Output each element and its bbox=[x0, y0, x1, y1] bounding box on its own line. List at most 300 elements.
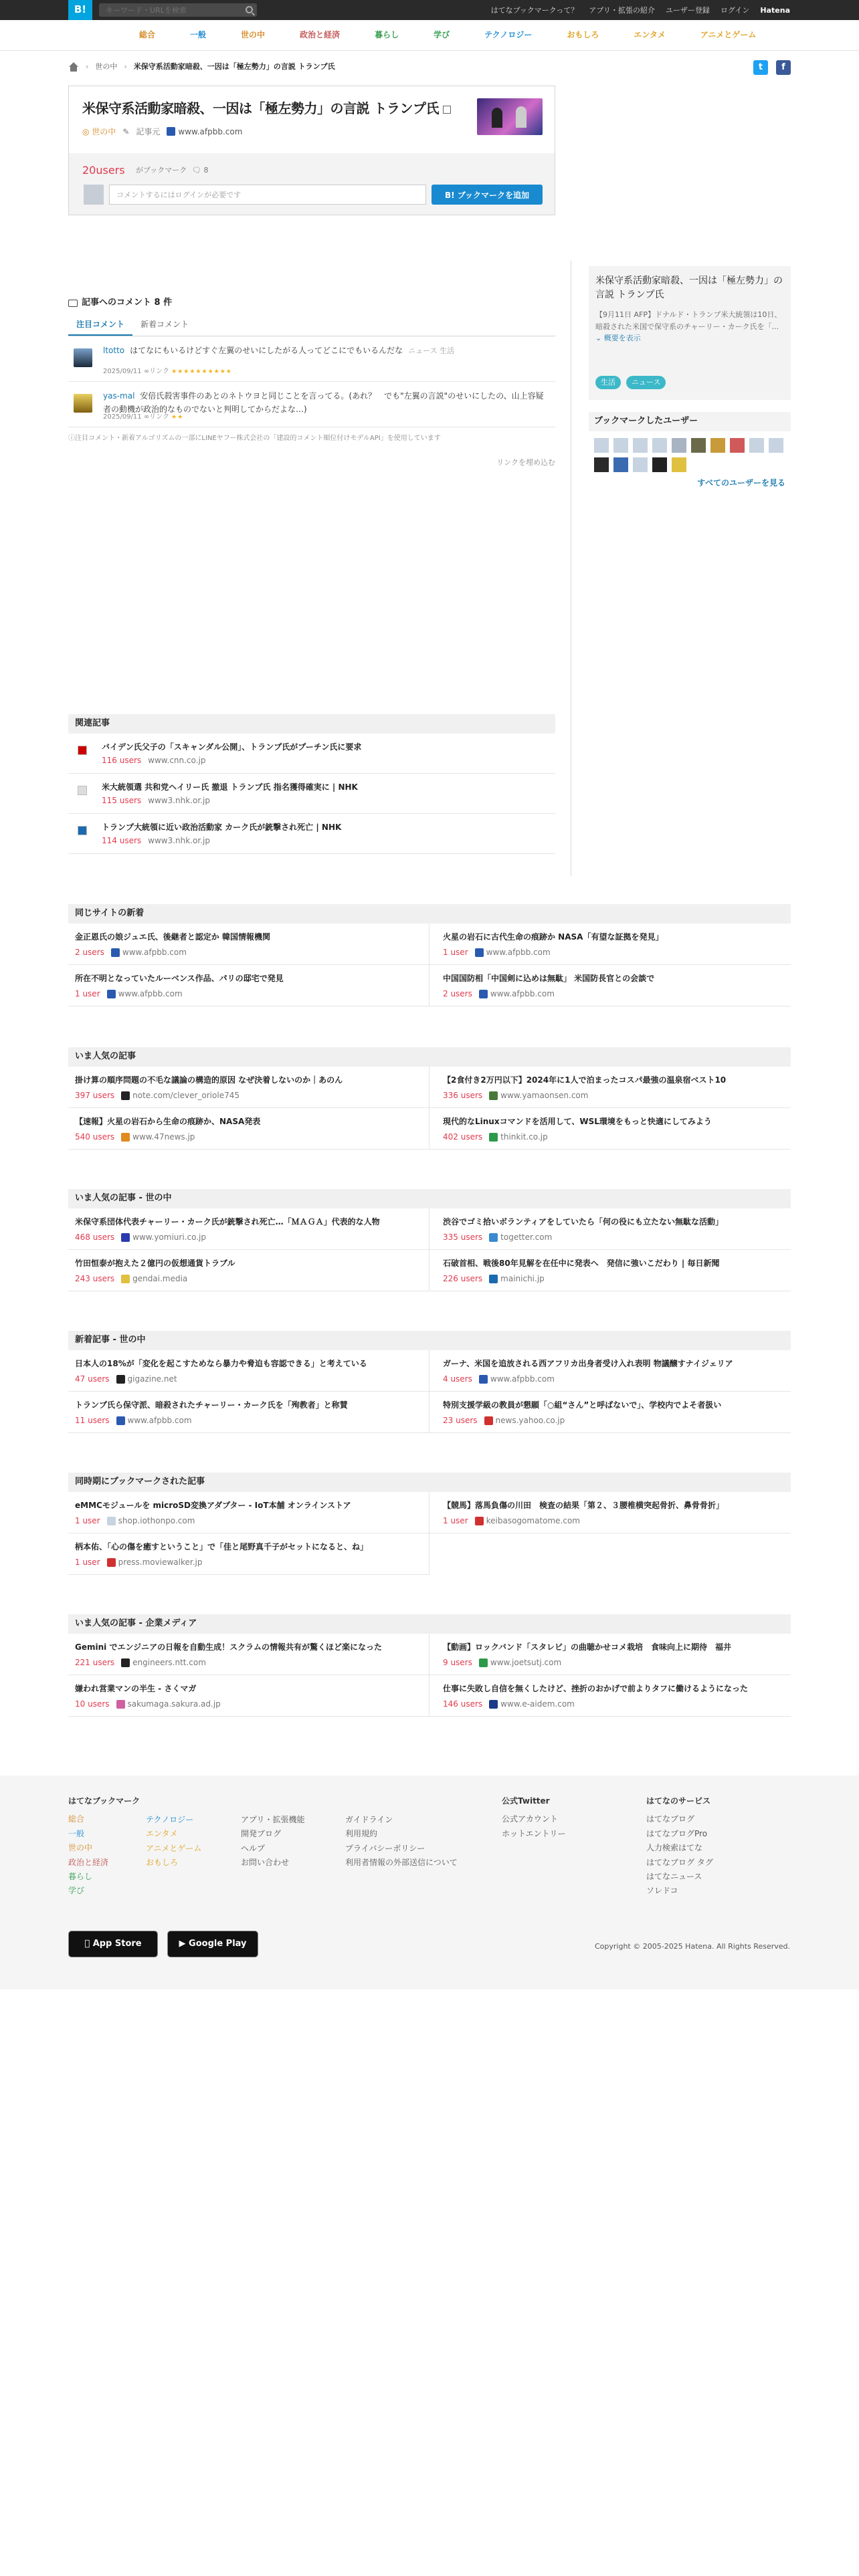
domain[interactable]: www3.nhk.or.jp bbox=[148, 795, 210, 805]
embed-link[interactable]: リンクを埋め込む bbox=[496, 457, 555, 467]
tab-new-comments[interactable]: 新着コメント bbox=[140, 319, 189, 329]
bookmark-user-avatar[interactable] bbox=[672, 438, 686, 453]
comment-tags[interactable]: ニュース 生活 bbox=[408, 346, 455, 356]
bookmark-user-avatar[interactable] bbox=[652, 457, 667, 472]
afpbb-favicon bbox=[167, 127, 175, 136]
article-title[interactable]: Gemini でエンジニアの日報を自動生成！スクラムの情報共有が驚くほど楽になった bbox=[75, 1642, 383, 1652]
site-favicon-icon bbox=[489, 1233, 498, 1242]
article-meta bbox=[443, 1232, 784, 1243]
article-item[interactable] bbox=[430, 1208, 791, 1250]
bookmark-user-avatar[interactable] bbox=[613, 438, 628, 453]
domain[interactable]: www.47news.jp bbox=[132, 1132, 195, 1142]
users-count[interactable]: 116 users bbox=[102, 755, 142, 765]
footer-link[interactable]: 利用者情報の外部送信について bbox=[345, 1858, 458, 1868]
domain[interactable]: www.cnn.co.jp bbox=[148, 755, 206, 765]
domain[interactable]: mainichi.jp bbox=[500, 1274, 545, 1284]
article-title[interactable]: トランプ氏ら保守派、暗殺されたチャーリー・カーク氏を「殉教者」と称賛 bbox=[75, 1400, 348, 1410]
article-meta bbox=[443, 1699, 784, 1710]
domain[interactable]: news.yahoo.co.jp bbox=[495, 1416, 565, 1426]
about-link[interactable]: はてなブックマークって？ bbox=[490, 6, 579, 15]
footer-link[interactable]: ヘルプ bbox=[241, 1843, 266, 1853]
users-count[interactable]: 468 users bbox=[75, 1232, 115, 1243]
users-count[interactable]: 146 users bbox=[443, 1699, 483, 1709]
article-item[interactable] bbox=[430, 1067, 791, 1108]
article-item[interactable] bbox=[430, 1108, 791, 1150]
domain[interactable]: thinkit.co.jp bbox=[500, 1132, 548, 1142]
commenter-avatar[interactable] bbox=[74, 348, 92, 367]
related-item[interactable] bbox=[68, 774, 555, 814]
home-icon[interactable] bbox=[68, 62, 79, 72]
footer-link[interactable]: エンタメ bbox=[146, 1829, 178, 1839]
users-count[interactable]: 10 users bbox=[75, 1699, 110, 1709]
related-articles bbox=[68, 714, 555, 854]
domain[interactable]: shop.iothonpo.com bbox=[118, 1516, 195, 1526]
site-favicon-icon bbox=[78, 746, 87, 755]
domain[interactable]: gigazine.net bbox=[127, 1374, 177, 1384]
apps-link[interactable]: アプリ・拡張の紹介 bbox=[589, 6, 655, 15]
footer-link[interactable]: アニメとゲーム bbox=[146, 1843, 202, 1853]
search-icon[interactable] bbox=[246, 6, 253, 13]
domain[interactable]: gendai.media bbox=[132, 1274, 188, 1284]
article-title[interactable]: 現代的なLinuxコマンドを活用して、WSL環境をもっと快適にしてみよう bbox=[443, 1116, 712, 1126]
article-item[interactable] bbox=[68, 965, 430, 1006]
comment-tabs bbox=[68, 316, 555, 336]
bookmark-user-avatar[interactable] bbox=[594, 438, 609, 453]
comment-link[interactable]: リンク bbox=[149, 413, 169, 421]
user-avatar bbox=[84, 185, 104, 205]
article-title[interactable]: 所在不明となっていたルーベンス作品、パリの邸宅で発見 bbox=[75, 973, 284, 983]
footer-link[interactable]: 利用規約 bbox=[345, 1829, 378, 1839]
article-meta bbox=[443, 1374, 784, 1385]
comment-date[interactable]: 2025/09/11 bbox=[103, 368, 142, 376]
domain[interactable]: www.e-aidem.com bbox=[500, 1699, 575, 1709]
domain[interactable]: www.afpbb.com bbox=[490, 1374, 555, 1384]
footer-link[interactable]: はてなニュース bbox=[646, 1871, 702, 1881]
entry-thumbnail[interactable] bbox=[477, 98, 543, 135]
site-favicon-icon bbox=[78, 826, 87, 835]
star-icons[interactable]: ★★ bbox=[171, 414, 184, 421]
add-bookmark-button[interactable]: B! ブックマークを追加 bbox=[432, 185, 543, 205]
article-title[interactable]: 【動画】ロックバンド「スタレビ」の曲聴かせコメ栽培 食味向上に期待 福井 bbox=[443, 1642, 732, 1652]
category-tab[interactable]: 政治と経済 bbox=[300, 30, 341, 39]
all-users-link[interactable]: すべてのユーザーを見る bbox=[697, 477, 785, 488]
summary-description: 【9月11日 AFP】ドナルド・トランプ米大統領は10日、暗殺された米国で保守系のチャーリー・カーク氏を「... ⌄ 概要を表示 bbox=[595, 310, 782, 343]
footer-link[interactable]: 公式アカウント bbox=[502, 1814, 558, 1824]
star-icons[interactable]: ★★★★★★★★★★ bbox=[171, 368, 232, 376]
search-box bbox=[99, 3, 257, 17]
tab-popular-comments[interactable]: 注目コメント bbox=[68, 316, 132, 336]
site-favicon-icon bbox=[107, 1517, 116, 1525]
users-count[interactable]: 114 users bbox=[102, 835, 142, 845]
domain[interactable]: www.yomiuri.co.jp bbox=[132, 1232, 206, 1243]
site-favicon-icon bbox=[116, 1700, 125, 1709]
article-item[interactable] bbox=[68, 1108, 430, 1150]
related-meta bbox=[102, 795, 210, 807]
article-item[interactable] bbox=[430, 924, 791, 965]
users-count[interactable]: 402 users bbox=[443, 1132, 483, 1142]
source-domain[interactable]: www.afpbb.com bbox=[167, 126, 242, 138]
footer-link[interactable]: 政治と経済 bbox=[68, 1857, 109, 1867]
domain[interactable]: www.afpbb.com bbox=[122, 948, 187, 958]
article-meta bbox=[75, 1232, 415, 1243]
category-tab[interactable]: アニメとゲーム bbox=[700, 30, 757, 39]
bookmark-user-avatar[interactable] bbox=[633, 438, 648, 453]
footer-link[interactable]: テクノロジー bbox=[146, 1815, 194, 1824]
site-favicon-icon bbox=[107, 1558, 116, 1567]
article-item[interactable] bbox=[68, 1250, 430, 1291]
global-header bbox=[0, 0, 859, 20]
signup-link[interactable]: ユーザー登録 bbox=[665, 6, 710, 15]
article-meta bbox=[75, 1273, 415, 1285]
breadcrumb-title: 米保守系活動家暗殺、一因は「極左勢力」の言説 トランプ氏 bbox=[133, 62, 335, 71]
domain[interactable]: note.com/clever_oriole745 bbox=[132, 1091, 240, 1101]
related-item[interactable] bbox=[68, 814, 555, 854]
article-title[interactable]: 中国国防相「中国剣に込めは無駄」 米国防長官との会談で bbox=[443, 973, 655, 983]
article-grid bbox=[68, 1067, 791, 1150]
article-item[interactable] bbox=[68, 1675, 430, 1717]
article-title[interactable]: 米保守系団体代表チャーリー・カーク氏が銃撃され死亡…「ＭＡＧＡ」代表的な人物 bbox=[75, 1216, 380, 1226]
users-count[interactable]: 1 user bbox=[75, 1558, 100, 1568]
site-favicon-icon bbox=[111, 948, 120, 957]
hatena-logo[interactable]: Hatena bbox=[760, 6, 790, 15]
tag[interactable]: 生活 bbox=[595, 376, 621, 389]
footer-col-services bbox=[646, 1796, 713, 1900]
comment-bubble-icon bbox=[68, 300, 78, 307]
commenter-avatar[interactable] bbox=[74, 394, 92, 413]
footer-link[interactable]: 学び bbox=[68, 1886, 85, 1896]
entry-title[interactable] bbox=[82, 99, 457, 118]
bookmark-area bbox=[69, 153, 555, 215]
section-heading: 新着記事 - 世の中 bbox=[68, 1331, 791, 1350]
article-meta bbox=[75, 1699, 415, 1710]
footer-link[interactable]: はてなブログPro bbox=[646, 1828, 708, 1838]
comment-link[interactable]: リンク bbox=[149, 368, 169, 376]
users-count[interactable]: 2 users bbox=[443, 989, 472, 999]
article-item[interactable] bbox=[430, 1392, 791, 1433]
article-title[interactable]: 竹田恒泰が抱えた２億円の仮想通貨トラブル bbox=[75, 1258, 235, 1268]
category-tab[interactable]: 暮らし bbox=[375, 30, 399, 39]
article-title[interactable]: 【競馬】落馬負傷の川田 検査の結果「第２、３腰椎横突起骨折、鼻骨骨折」 bbox=[443, 1500, 725, 1510]
site-favicon-icon bbox=[489, 1091, 498, 1100]
article-grid bbox=[68, 924, 791, 1006]
footer-link[interactable]: 開発ブログ bbox=[241, 1829, 282, 1839]
domain[interactable]: press.moviewalker.jp bbox=[118, 1558, 203, 1568]
category-tab[interactable]: エンタメ bbox=[634, 30, 666, 39]
related-meta bbox=[102, 755, 205, 766]
users-count[interactable]: 1 user bbox=[75, 1516, 100, 1526]
article-item[interactable] bbox=[68, 1067, 430, 1108]
summary-title: 米保守系活動家暗殺、一因は「極左勢力」の言説 トランプ氏 bbox=[595, 276, 783, 300]
site-favicon-icon bbox=[107, 990, 116, 998]
bookmark-user-avatar[interactable] bbox=[769, 438, 783, 453]
article-item[interactable] bbox=[68, 1634, 430, 1675]
footer-col-categories bbox=[146, 1814, 201, 1872]
section-heading: 同時期にブックマークされた記事 bbox=[68, 1473, 791, 1492]
users-count[interactable]: 11 users bbox=[75, 1416, 110, 1426]
comment-algorithm-note: ⓘ注目コメント・新着アルゴリズムの一部にLINEヤフー株式会社の「建設的コメント順位付けモデルAPI」を使用しています bbox=[68, 435, 441, 443]
related-item[interactable] bbox=[68, 734, 555, 774]
users-count[interactable]: 4 users bbox=[443, 1374, 472, 1384]
google-play-badge[interactable]: ▶ Google Play bbox=[167, 1931, 258, 1957]
article-meta bbox=[75, 1515, 415, 1527]
comment-input[interactable]: コメントするにはログインが必要です bbox=[109, 185, 426, 205]
article-meta bbox=[443, 1273, 784, 1285]
article-title[interactable]: 渋谷でゴミ拾いボランティアをしていたら「何の役にも立たない無駄な活動」 bbox=[443, 1216, 724, 1226]
site-favicon-icon bbox=[121, 1133, 130, 1142]
category-label[interactable]: ◎ 世の中 bbox=[82, 127, 116, 136]
article-meta bbox=[75, 947, 415, 958]
article-section bbox=[68, 1331, 791, 1433]
show-summary-link[interactable]: ⌄ 概要を表示 bbox=[595, 334, 641, 343]
search-input[interactable] bbox=[99, 3, 240, 17]
site-favicon-icon bbox=[121, 1275, 130, 1283]
bookmark-user-avatar[interactable] bbox=[710, 438, 725, 453]
article-meta bbox=[443, 947, 784, 958]
login-link[interactable]: ログイン bbox=[720, 6, 750, 15]
footer-link[interactable]: おもしろ bbox=[146, 1858, 179, 1868]
article-title[interactable]: ガーナ、米国を追放される西アフリカ出身者受け入れ表明 物議醸すナイジェリア bbox=[443, 1358, 733, 1368]
summary-sidebar bbox=[589, 266, 791, 400]
comment-date[interactable]: 2025/09/11 bbox=[103, 413, 142, 421]
bookmark-user-avatar[interactable] bbox=[594, 457, 609, 472]
comment-item bbox=[68, 382, 555, 427]
users-count[interactable]: 115 users bbox=[102, 795, 142, 805]
footer-heading: はてなのサービス bbox=[646, 1796, 711, 1806]
article-title[interactable]: 金正恩氏の娘ジュエ氏、後継者と認定か 韓国情報機関 bbox=[75, 932, 270, 942]
article-meta bbox=[75, 1657, 415, 1669]
tag-list bbox=[595, 376, 666, 389]
section-heading: いま人気の記事 - 世の中 bbox=[68, 1189, 791, 1208]
comment-body bbox=[103, 344, 545, 358]
bookmark-user-avatar[interactable] bbox=[672, 457, 686, 472]
footer-link[interactable]: 人力検索はてな bbox=[646, 1843, 703, 1853]
article-title[interactable]: 掛け算の順序問題の不毛な議論の構造的原因 なぜ決着しないのか｜あのん bbox=[75, 1075, 343, 1085]
article-item[interactable] bbox=[68, 1208, 430, 1250]
article-item[interactable] bbox=[68, 1533, 430, 1575]
article-item[interactable] bbox=[430, 1350, 791, 1392]
article-title[interactable]: 石破首相、戦後80年見解を在任中に発表へ 発信に強いこだわり | 毎日新聞 bbox=[443, 1258, 720, 1268]
user-avatar-grid bbox=[589, 431, 791, 472]
bookmark-users bbox=[589, 412, 791, 489]
entry-meta bbox=[82, 126, 242, 138]
users-count[interactable]: 221 users bbox=[75, 1658, 115, 1668]
bookmark-users-heading: ブックマークしたユーザー bbox=[589, 412, 791, 431]
article-meta bbox=[75, 1132, 415, 1143]
article-title[interactable]: 仕事に失敗し自信を無くしたけど、挫折のおかげで前よりタフに働けるようになった bbox=[443, 1683, 749, 1693]
article-item[interactable] bbox=[430, 965, 791, 1006]
bookmark-user-avatar[interactable] bbox=[633, 457, 648, 472]
users-count[interactable]: 1 user bbox=[443, 1516, 468, 1526]
article-grid bbox=[68, 1208, 791, 1291]
article-meta bbox=[75, 1090, 415, 1101]
article-section bbox=[68, 1047, 791, 1150]
article-title[interactable]: 【速報】火星の岩石から生命の痕跡か、NASA発表 bbox=[75, 1116, 261, 1126]
bookmark-label: がブックマーク bbox=[136, 166, 187, 175]
source-label: 記事元 bbox=[136, 127, 161, 136]
copyright: Copyright © 2005-2025 Hatena. All Rights Reserved. bbox=[594, 1942, 790, 1951]
article-title[interactable]: 火星の岩石に古代生命の痕跡か NASA「有望な証拠を発見」 bbox=[443, 932, 664, 942]
article-meta bbox=[443, 1657, 784, 1669]
article-section bbox=[68, 1189, 791, 1291]
footer-link[interactable]: ソレドコ bbox=[646, 1886, 678, 1896]
section-heading: いま人気の記事 bbox=[68, 1047, 791, 1067]
footer-col-bookmark bbox=[68, 1796, 140, 1900]
related-title[interactable]: バイデン氏父子の「スキャンダル公開」、トランプ氏がプーチン氏に要求 bbox=[102, 742, 362, 752]
article-meta bbox=[75, 1557, 415, 1568]
users-count[interactable]: 47 users bbox=[75, 1374, 110, 1384]
twitter-share-button[interactable]: t bbox=[753, 60, 768, 75]
bookmark-user-avatar[interactable] bbox=[730, 438, 745, 453]
site-favicon-icon bbox=[121, 1233, 130, 1242]
hatena-bookmark-logo[interactable]: B! bbox=[68, 0, 92, 20]
site-favicon-icon bbox=[116, 1416, 125, 1425]
article-title[interactable]: 柄本佑、「心の傷を癒すということ」で「佳と尾野真千子がセットになると、ね」 bbox=[75, 1541, 369, 1551]
breadcrumb-category[interactable]: 世の中 bbox=[95, 62, 118, 71]
site-favicon-icon bbox=[475, 948, 484, 957]
site-favicon-icon bbox=[489, 1133, 498, 1142]
section-heading: 同じサイトの新着 bbox=[68, 904, 791, 924]
footer-link[interactable]: はてなブログ タグ bbox=[646, 1857, 713, 1867]
domain[interactable]: keibasogomatome.com bbox=[486, 1516, 580, 1526]
domain[interactable]: www.afpbb.com bbox=[118, 989, 183, 999]
footer-link[interactable]: プライバシーポリシー bbox=[345, 1843, 425, 1853]
domain[interactable]: www.afpbb.com bbox=[486, 948, 551, 958]
article-title[interactable]: eMMCモジュールを microSD変換アダプター - IoT本舗 オンラインストア bbox=[75, 1500, 351, 1510]
domain[interactable]: www.joetsutj.com bbox=[490, 1658, 562, 1668]
bookmark-user-avatar[interactable] bbox=[749, 438, 764, 453]
footer-col-apps bbox=[241, 1814, 305, 1872]
users-count[interactable]: 23 users bbox=[443, 1416, 478, 1426]
tag[interactable]: ニュース bbox=[626, 376, 666, 389]
summary-box bbox=[589, 266, 791, 400]
users-count[interactable]: 9 users bbox=[443, 1658, 472, 1668]
footer-link[interactable]: お問い合わせ bbox=[241, 1858, 290, 1868]
breadcrumb-separator: › bbox=[86, 62, 89, 71]
article-section bbox=[68, 1473, 791, 1575]
site-favicon-icon bbox=[475, 1517, 484, 1525]
domain[interactable]: sakumaga.sakura.ad.jp bbox=[127, 1699, 221, 1709]
bookmark-user-avatar[interactable] bbox=[691, 438, 706, 453]
comments-section bbox=[68, 297, 555, 468]
article-item[interactable] bbox=[430, 1250, 791, 1291]
entry-title-text[interactable]: 米保守系活動家暗殺、一因は「極左勢力」の言説 トランプ氏 bbox=[82, 100, 439, 116]
users-count[interactable]: 336 users bbox=[443, 1091, 483, 1101]
category-tab[interactable]: おもしろ bbox=[567, 30, 599, 39]
site-favicon-icon bbox=[484, 1416, 493, 1425]
users-count[interactable]: 397 users bbox=[75, 1091, 115, 1101]
users-count[interactable]: 226 users bbox=[443, 1274, 483, 1284]
commenter-name[interactable]: ltotto bbox=[103, 346, 125, 356]
comments-heading: 記事へのコメント 8 件 bbox=[68, 297, 555, 310]
domain[interactable]: www.yamaonsen.com bbox=[500, 1091, 589, 1101]
article-item[interactable] bbox=[68, 924, 430, 965]
article-grid bbox=[68, 1350, 791, 1433]
comment-count: 🗨 8 bbox=[192, 166, 209, 175]
footer-link[interactable]: 総合 bbox=[68, 1814, 85, 1824]
site-favicon-icon bbox=[489, 1700, 498, 1709]
comment-meta: 2025/09/11 ∞リンク ★★ bbox=[103, 413, 184, 421]
site-favicon-icon bbox=[121, 1658, 130, 1667]
footer-link[interactable]: はてなブログ bbox=[646, 1814, 695, 1824]
footer-col-twitter bbox=[502, 1796, 566, 1842]
footer-link[interactable]: 世の中 bbox=[68, 1843, 93, 1853]
footer-heading: はてなブックマーク bbox=[68, 1796, 140, 1806]
related-title[interactable]: トランプ大統領に近い政治活動家 カーク氏が銃撃され死亡 | NHK bbox=[102, 822, 342, 832]
article-item[interactable] bbox=[430, 1634, 791, 1675]
article-title[interactable]: 特別支援学級の教員が懇願「○組“さん”と呼ばないで」、学校内でよそ者扱い bbox=[443, 1400, 722, 1410]
domain[interactable]: togetter.com bbox=[500, 1232, 553, 1243]
app-store-badge[interactable]: App Store bbox=[68, 1931, 158, 1957]
users-count[interactable]: 335 users bbox=[443, 1232, 483, 1243]
article-meta bbox=[75, 1374, 415, 1385]
users-count[interactable]: 1 user bbox=[75, 989, 100, 999]
article-title[interactable]: 嫌われ営業マンの半生 - さくマガ bbox=[75, 1683, 197, 1693]
footer-link[interactable]: 一般 bbox=[68, 1828, 85, 1838]
footer-heading: 公式Twitter bbox=[502, 1796, 550, 1806]
external-link-icon[interactable] bbox=[443, 106, 451, 114]
footer-link[interactable]: 暮らし bbox=[68, 1871, 93, 1881]
footer-link[interactable]: ホットエントリー bbox=[502, 1828, 566, 1838]
commenter-name[interactable]: yas-mal bbox=[103, 391, 135, 401]
footer-link[interactable]: ガイドライン bbox=[345, 1815, 393, 1824]
article-section bbox=[68, 1614, 791, 1717]
category-tab[interactable]: 総合 bbox=[139, 30, 156, 39]
site-favicon-icon bbox=[116, 1375, 125, 1384]
breadcrumb-separator: › bbox=[124, 62, 127, 71]
site-favicon-icon bbox=[489, 1275, 498, 1283]
category-tab[interactable]: 学び bbox=[434, 30, 450, 39]
domain[interactable]: www.afpbb.com bbox=[490, 989, 555, 999]
users-count[interactable]: 243 users bbox=[75, 1274, 115, 1284]
article-item[interactable] bbox=[430, 1492, 791, 1533]
comment-item bbox=[68, 336, 555, 382]
users-count[interactable]: 1 user bbox=[443, 948, 468, 958]
article-meta bbox=[443, 1415, 784, 1426]
article-item[interactable] bbox=[430, 1675, 791, 1717]
users-count[interactable]: 540 users bbox=[75, 1132, 115, 1142]
bookmark-users-count[interactable]: 20users bbox=[82, 164, 125, 177]
bookmark-user-avatar[interactable] bbox=[652, 438, 667, 453]
article-item[interactable] bbox=[68, 1492, 430, 1533]
article-section bbox=[68, 904, 791, 1006]
footer-col-policy bbox=[345, 1814, 458, 1872]
comment-text: はてなにもいるけどすぐ左翼のせいにしたがる人ってどこにでもいるんだな bbox=[130, 346, 403, 356]
bookmark-user-avatar[interactable] bbox=[613, 457, 628, 472]
edit-icon: ✎ bbox=[122, 127, 130, 136]
site-favicon-icon bbox=[479, 1658, 488, 1667]
site-favicon-icon bbox=[479, 990, 488, 998]
category-tab[interactable]: 世の中 bbox=[241, 30, 266, 39]
section-heading: いま人気の記事 - 企業メディア bbox=[68, 1614, 791, 1634]
footer-link[interactable]: アプリ・拡張機能 bbox=[241, 1815, 305, 1824]
domain[interactable]: engineers.ntt.com bbox=[132, 1658, 206, 1668]
related-title[interactable]: 米大統領選 共和党ヘイリー氏 撤退 トランプ氏 指名獲得確実に | NHK bbox=[102, 782, 358, 792]
domain[interactable]: www3.nhk.or.jp bbox=[148, 835, 210, 845]
users-count[interactable]: 2 users bbox=[75, 948, 104, 958]
domain[interactable]: www.afpbb.com bbox=[127, 1416, 192, 1426]
article-meta bbox=[443, 1132, 784, 1143]
article-item[interactable] bbox=[68, 1350, 430, 1392]
facebook-share-button[interactable]: f bbox=[776, 60, 791, 75]
article-title[interactable]: 【2食付き2万円以下】2024年に1人で泊まったコスパ最強の温泉宿ベスト10 bbox=[443, 1075, 727, 1085]
category-tab[interactable]: テクノロジー bbox=[484, 30, 533, 39]
article-title[interactable]: 日本人の18%が「変化を起こすためなら暴力や脅迫も容認できる」と考えている bbox=[75, 1358, 367, 1368]
article-item[interactable] bbox=[68, 1392, 430, 1433]
category-tab[interactable]: 一般 bbox=[190, 30, 207, 39]
article-meta bbox=[443, 988, 784, 1000]
article-meta bbox=[75, 1415, 415, 1426]
related-meta bbox=[102, 835, 210, 847]
